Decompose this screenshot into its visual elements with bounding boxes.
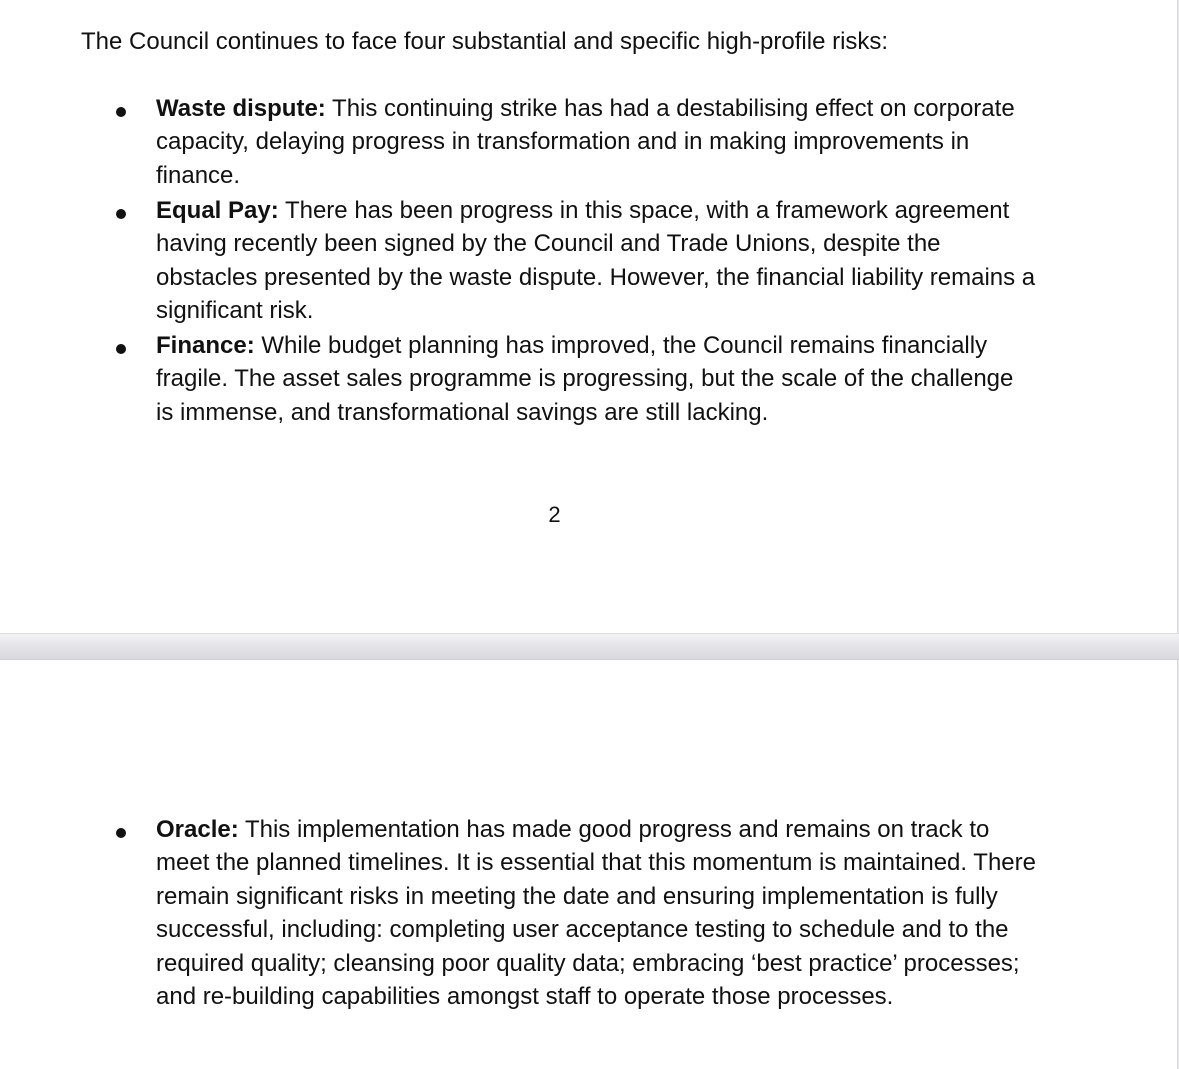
risk-description: This implementation has made good progress and remains on track to meet the planned timelines. It is essential that this momentum is maintained. There remain significant risks in meeting the date and ensuring implementation is fully successful, including: completing user acceptance testing to schedule and to the required quality; cleansing poor quality data; embracing ‘best practice’ processes; and re-building capabilities amongst staff to operate those processes. <box>156 816 1036 1011</box>
page-number: 2 <box>548 502 561 527</box>
risk-description: This continuing strike has had a destabilising effect on corporate capacity, delaying progress in transformation and in making improvements in finance. <box>156 95 1015 189</box>
risk-list-page-2 <box>0 813 1036 1015</box>
risk-term: Finance: <box>156 331 255 359</box>
risk-item-finance <box>0 329 1036 429</box>
risk-term: Oracle: <box>156 816 239 843</box>
bullet-icon <box>116 828 126 838</box>
bullet-icon <box>116 107 126 117</box>
risk-item-waste-dispute <box>0 92 1036 192</box>
risk-item-equal-pay <box>0 194 1036 328</box>
bullet-icon <box>116 344 126 354</box>
risk-description: There has been progress in this space, with a framework agreement having recently been signed by the Council and Trade Unions, despite the obstacles presented by the waste dispute. However, the financial liability remains a significant risk. <box>156 196 1036 324</box>
page-break-gap <box>0 633 1179 660</box>
risk-term: Equal Pay: <box>156 196 279 224</box>
risk-list-page-1 <box>0 92 1036 431</box>
risk-description: While budget planning has improved, the Council remains financially fragile. The asset sales programme is progressing, but the scale of the challenge is immense, and transformational savings are still lacking. <box>156 331 1014 426</box>
risk-item-oracle <box>0 813 1036 1013</box>
document-page-2 <box>0 660 1178 1069</box>
intro-paragraph: The Council continues to face four substantial and specific high-profile risks: <box>81 28 889 55</box>
risk-term: Waste dispute: <box>156 95 326 122</box>
bullet-icon <box>116 209 126 219</box>
